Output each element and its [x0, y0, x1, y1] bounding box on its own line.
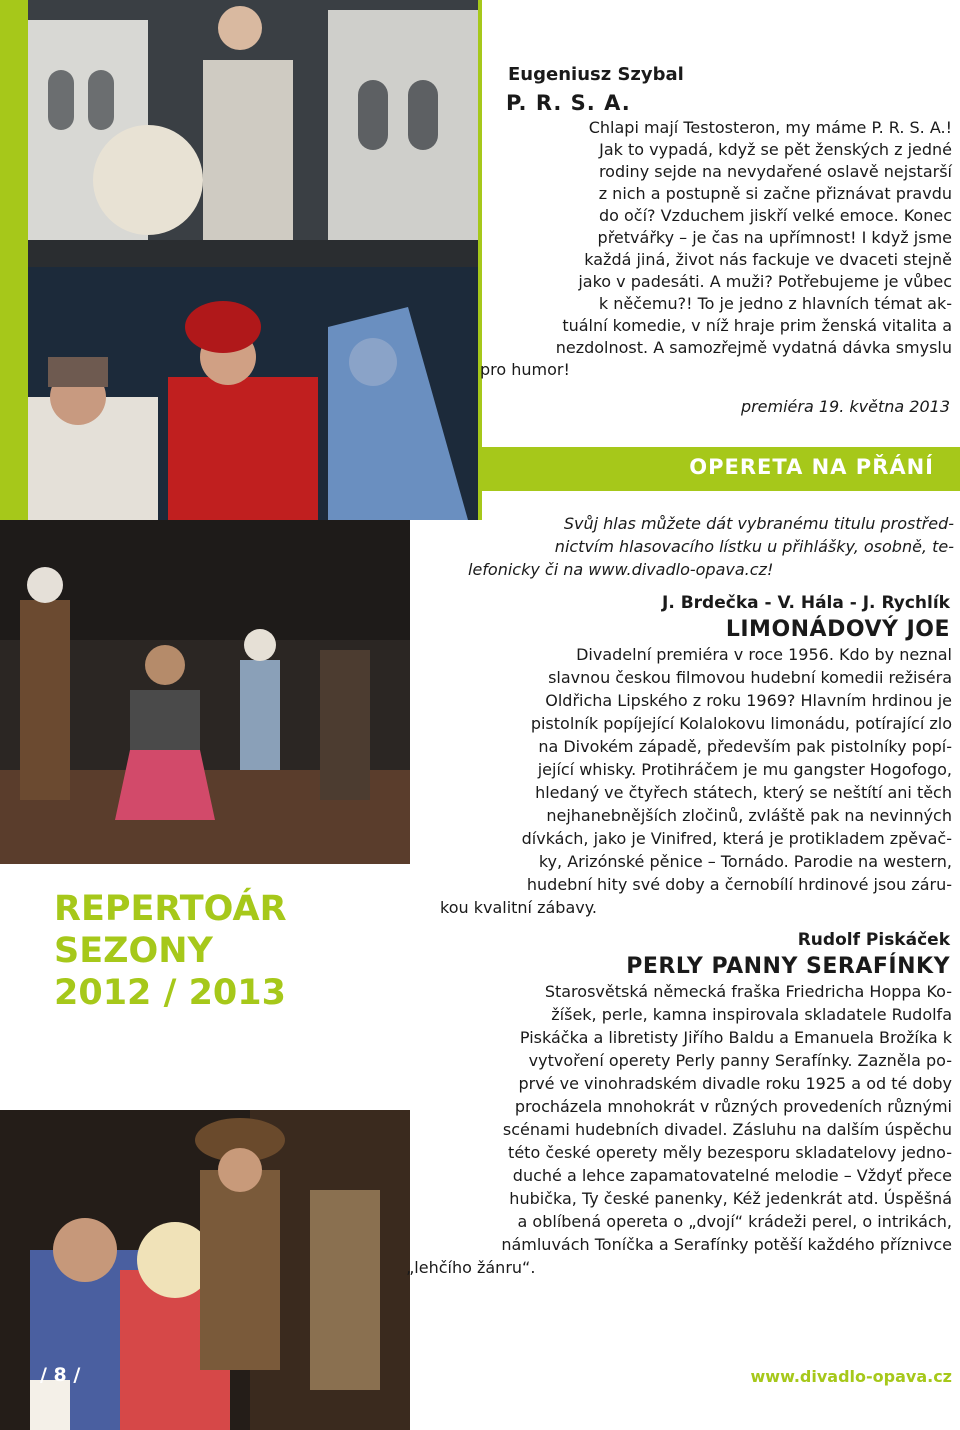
repertoar-line-3: 2012 / 2013: [54, 973, 286, 1013]
show1-premiere-date: premiéra 19. května 2013: [740, 397, 950, 416]
show2-description: [440, 643, 952, 919]
show3-line: a oblíbená opereta o „dvojí“ krádeži perel, o intrikách,: [517, 1212, 952, 1231]
operetta-header-title: OPERETA NA PŘÁNÍ: [689, 455, 934, 479]
show3-author: Rudolf Piskáček: [797, 930, 950, 950]
show3-line: žíšek, perle, kamna inspirovala skladatele Rudolfa: [551, 1005, 952, 1024]
show2-line: pistolník popíjející Kolalokovu limonádu, potírající zlo: [530, 714, 952, 733]
vote-line: Svůj hlas můžete dát vybranému titulu prostřed-: [563, 514, 954, 533]
show3-line: vytvoření operety Perly panny Serafínky. Zazněla po-: [528, 1051, 952, 1070]
show2-line: Oldřicha Lipského z roku 1969? Hlavním hrdinou je: [545, 691, 952, 710]
section-heading-repertoar: [54, 888, 374, 1014]
show1-line: tuální komedie, v níž hraje prim ženská vitalita a: [562, 316, 952, 335]
show1-line: Chlapi mají Testosteron, my máme P. R. S. A.!: [588, 118, 952, 137]
vote-instructions: [468, 512, 954, 581]
show3-line: hubička, Ty české panenky, Kéž jedenkrát atd. Úspěšná: [509, 1189, 952, 1208]
show1-line: nezdolnost. A samozřejmě vydatná dávka smyslu: [555, 338, 952, 357]
show1-line: Jak to vypadá, když se pět ženských z jedné: [599, 140, 952, 159]
show2-line: hudební hity své doby a černobílí hrdinové jsou záru-: [526, 875, 952, 894]
show2-line: nejhanebnějších zločinů, zvláště pak na nevinných: [546, 806, 952, 825]
show1-line: k něčemu?! To je jedno z hlavních témat ak-: [598, 294, 952, 313]
photo-stage-scene-2: [28, 267, 478, 520]
show3-description: [406, 980, 952, 1279]
show2-line: jející whisky. Protihráčem je mu gangster Hogofogo,: [537, 760, 952, 779]
show3-title: PERLY PANNY SERAFÍNKY: [626, 954, 950, 979]
show2-title: LIMONÁDOVÝ JOE: [725, 617, 950, 642]
show1-author: Eugeniusz Szybal: [508, 64, 684, 85]
show3-line: Starosvětská německá fraška Friedricha Hoppa Ko-: [544, 982, 952, 1001]
show2-author: J. Brdečka - V. Hála - J. Rychlík: [662, 593, 950, 613]
operetta-header-bar: [482, 447, 960, 491]
show2-line: na Divokém západě, především pak pistolníky popí-: [538, 737, 952, 756]
show2-line: hledaný ve čtyřech státech, který se neštítí ani těch: [535, 783, 952, 802]
show2-line: slavnou českou filmovou hudební komedii režiséra: [548, 668, 952, 687]
page-number: / 8 /: [40, 1364, 81, 1386]
show1-line: pro humor!: [480, 360, 570, 379]
repertoar-line-1: REPERTOÁR: [54, 889, 287, 929]
vote-line: lefonicky či na www.divadlo-opava.cz!: [468, 560, 774, 579]
repertoar-line-2: SEZONY: [54, 931, 213, 971]
show3-line: „lehčího žánru“.: [406, 1258, 536, 1277]
footer-website-link[interactable]: www.divadlo-opava.cz: [750, 1367, 952, 1386]
show1-line: rodiny sejde na nevydařené oslavě nejstarší: [598, 162, 952, 181]
show2-line: ky, Arizónské pěnice – Tornádo. Parodie na western,: [538, 852, 952, 871]
show1-description: [480, 117, 952, 381]
show3-line: procházela mnohokrát v různých provedeních různými: [514, 1097, 952, 1116]
show3-line: námluvách Toníčka a Serafínky potěší každého příznivce: [501, 1235, 952, 1254]
show1-line: do očí? Vzduchem jiskří velké emoce. Konec: [598, 206, 952, 225]
photo-stage-scene-3: [0, 520, 410, 864]
show3-line: této české operety měly bezesporu skladatelovy jedno-: [508, 1143, 952, 1162]
show1-title: P. R. S. A.: [506, 91, 631, 115]
show1-line: přetvářky – je čas na upřímnost! I když jsme: [597, 228, 952, 247]
show1-line: jako v padesáti. A muži? Potřebujeme je vůbec: [578, 272, 952, 291]
show2-line: dívkách, jako je Vinifred, která je protikladem zpěvač-: [521, 829, 952, 848]
show2-line: kou kvalitní zábavy.: [440, 898, 597, 917]
show3-line: duché a lehce zapamatovatelné melodie – Vždyť přece: [512, 1166, 952, 1185]
show3-line: Piskáčka a libretisty Jiřího Baldu a Emanuela Brožíka k: [519, 1028, 952, 1047]
show3-line: prvé ve vinohradském divadle roku 1925 a od té doby: [518, 1074, 952, 1093]
show2-line: Divadelní premiéra v roce 1956. Kdo by neznal: [576, 645, 952, 664]
show1-line: z nich a postupně si začne přiznávat pravdu: [598, 184, 952, 203]
show1-line: každá jiná, život nás fackuje ve dvaceti stejně: [584, 250, 952, 269]
photo-stage-scene-1: [28, 0, 478, 267]
show3-line: scénami hudebních divadel. Zásluhu na dalším úspěchu: [502, 1120, 952, 1139]
vote-line: nictvím hlasovacího lístku u přihlášky, osobně, te-: [554, 537, 954, 556]
